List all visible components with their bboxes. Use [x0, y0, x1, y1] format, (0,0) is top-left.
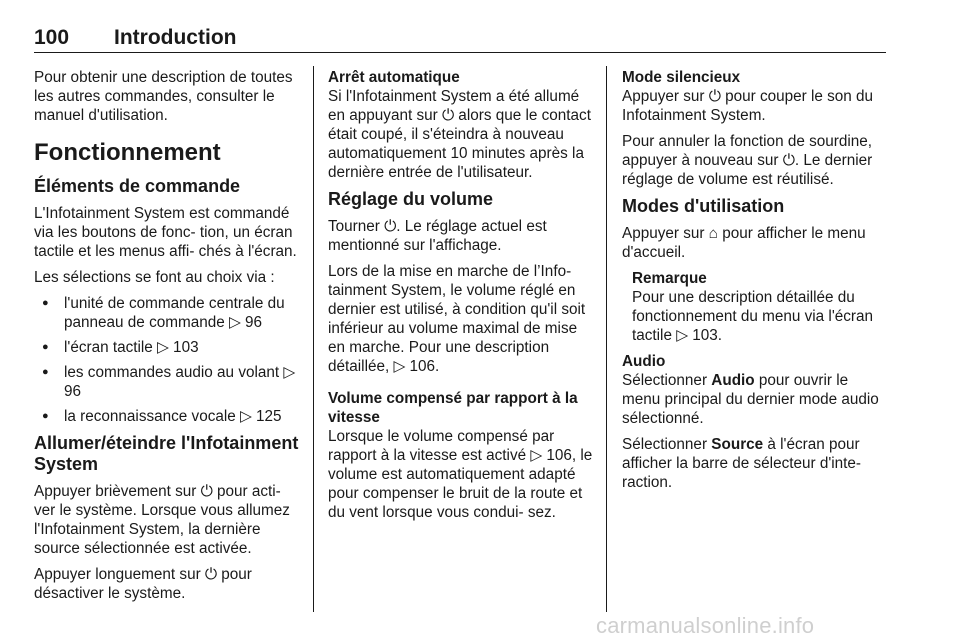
- page-header: [34, 26, 886, 53]
- paragraph-volume-compense: Lorsque le volume compensé par rapport à la vitesse est activé ▷ 106, le volume est automatiquement adapté pour compenser le bruit de la route et du vent lorsque vous condui- sez.: [328, 428, 593, 521]
- note-title: Remarque: [632, 270, 707, 287]
- paragraph-annuler-sourdine: Pour annuler la fonction de sourdine, appuyer à nouveau sur ⏻. Le dernier réglage de volume est réutilisé.: [622, 133, 873, 188]
- paragraph-arret: Si l'Infotainment System a été allumé en appuyant sur ⏻ alors que le contact était coupé, il s'éteindra à nouveau automatiquement 10 minutes après la dernière entrée de l'utilisateur.: [328, 88, 591, 181]
- intro-paragraph: Pour obtenir une description de toutes les autres commandes, consulter le manuel d'utilisation.: [34, 69, 293, 124]
- heading-allumer: Allumer/éteindre l'Infotainment System: [34, 433, 299, 474]
- heading-arret-auto: Arrêt automatique: [328, 69, 460, 86]
- column-1: [34, 68, 300, 610]
- paragraph-selections: Les sélections se font au choix via :: [34, 269, 275, 286]
- chapter-title: Introduction: [114, 26, 237, 49]
- list-item: ● la reconnaissance vocale ▷ 125: [34, 407, 300, 426]
- column-2: [328, 68, 594, 529]
- paragraph-couper-son: Appuyer sur ⏻ pour couper le son du Infotainment System.: [622, 88, 874, 124]
- heading-mode-silencieux: Mode silencieux: [622, 69, 741, 86]
- heading-reglage-volume: Réglage du volume: [328, 189, 494, 209]
- heading-volume-compense: Volume compensé par rapport à la vitesse: [328, 390, 578, 426]
- heading-modes-utilisation: Modes d'utilisation: [622, 196, 785, 216]
- paragraph-mise-en-marche: Lors de la mise en marche de l’Info- tainment System, le volume réglé en dernier est utilisé, à condition qu'il soit inférieur au volume maximal de mise en marche. Pour une description détaillée, ▷ 106.: [328, 263, 586, 375]
- paragraph-audio: Sélectionner Audio pour ouvrir le menu principal du dernier mode audio sélectionné.: [622, 372, 879, 427]
- column-divider-2: [606, 66, 607, 612]
- heading-fonctionnement: Fonctionnement: [34, 139, 221, 166]
- source-keyword: Source: [711, 436, 764, 453]
- column-divider-1: [313, 66, 314, 612]
- watermark-text: carmanualsonline.info: [596, 613, 815, 638]
- heading-audio: Audio: [622, 353, 666, 370]
- paragraph-tourner: Tourner ⏻. Le réglage actuel est mentionné sur l'affichage.: [328, 218, 547, 254]
- page-number: 100: [34, 26, 70, 49]
- paragraph-menu-accueil: Appuyer sur ⌂ pour afficher le menu d'accueil.: [622, 225, 866, 261]
- list-item: ● les commandes audio au volant ▷ 96: [34, 363, 300, 401]
- note-box: [622, 269, 888, 345]
- audio-keyword: Audio: [711, 372, 755, 389]
- list-item: ● l'unité de commande centrale du panneau de commande ▷ 96: [34, 294, 300, 332]
- selection-list: [34, 294, 300, 426]
- column-3: [622, 68, 888, 499]
- paragraph-desactiver: Appuyer longuement sur ⏻ pour désactiver le système.: [34, 566, 252, 602]
- heading-elements-commande: Éléments de commande: [34, 176, 241, 196]
- paragraph-commande: L'Infotainment System est commandé via les boutons de fonc- tion, un écran tactile et les menus affi- chés à l'écran.: [34, 205, 297, 260]
- paragraph-allumer: Appuyer brièvement sur ⏻ pour acti- ver le système. Lorsque vous allumez l'Infotainment System, la dernière source sélectionnée est activée.: [34, 483, 290, 557]
- paragraph-source: Sélectionner Source à l'écran pour afficher la barre de sélecteur d'inte- raction.: [622, 436, 862, 491]
- note-text: Pour une description détaillée du fonctionnement du menu via l'écran tactile ▷ 103.: [632, 289, 874, 344]
- list-item: ● l'écran tactile ▷ 103: [34, 338, 300, 357]
